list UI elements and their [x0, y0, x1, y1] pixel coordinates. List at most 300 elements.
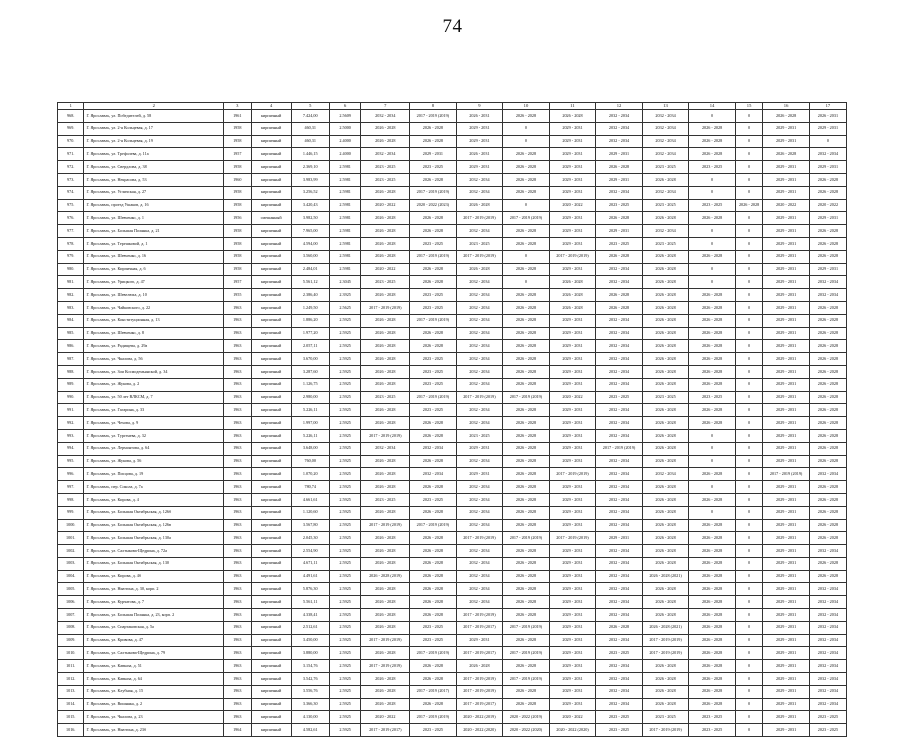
table-cell: 2029 - 2031: [549, 122, 596, 135]
table-cell: 2.5981: [329, 263, 361, 276]
table-cell: 0: [735, 263, 762, 276]
table-cell: 2026 - 2028: [689, 404, 736, 417]
table-cell: 2023 - 2025: [596, 647, 643, 660]
table-cell: 3.982,50: [291, 212, 329, 225]
table-cell: 2032 - 2034: [809, 596, 846, 609]
table-cell: 2020 - 2022 (2020): [456, 724, 503, 737]
table-cell: 2.5925: [329, 314, 361, 327]
table-cell: 2026 - 2028: [410, 673, 457, 686]
table-row: [58, 263, 847, 276]
table-cell: кирпичный: [251, 685, 291, 698]
table-cell: 1958: [224, 122, 251, 135]
table-cell: 2029 - 2031: [763, 570, 810, 583]
table-cell: 0: [735, 698, 762, 711]
table-cell: 969.: [58, 122, 84, 135]
table-cell: 2026 - 2028: [410, 609, 457, 622]
table-cell: 986.: [58, 340, 84, 353]
table-cell: 2026 - 2028: [361, 596, 410, 609]
table-cell: 2026 - 2028: [596, 250, 643, 263]
table-cell: 2026 - 2028: [410, 532, 457, 545]
table-cell: 2.5925: [329, 698, 361, 711]
table-cell: 2026 - 2028: [642, 660, 689, 673]
table-cell: Г. Ярославль, ул. Терешковой, д. 1: [84, 237, 224, 250]
table-cell: 1963: [224, 365, 251, 378]
table-cell: 2026 - 2028: [809, 391, 846, 404]
table-cell: кирпичный: [251, 378, 291, 391]
table-cell: 0: [735, 481, 762, 494]
table-cell: кирпичный: [251, 327, 291, 340]
table-cell: 992.: [58, 417, 84, 430]
table-cell: 2029 - 2031: [763, 660, 810, 673]
table-cell: 2023 - 2025: [410, 621, 457, 634]
table-cell: 2017 - 2019 (2019): [549, 532, 596, 545]
column-header: 11: [549, 103, 596, 110]
table-cell: 2026 - 2028: [642, 289, 689, 302]
table-cell: 2017 - 2019 (2019): [456, 673, 503, 686]
table-cell: 2.3925: [329, 289, 361, 302]
table-cell: 2026 - 2028: [361, 609, 410, 622]
table-cell: 0: [503, 199, 550, 212]
table-cell: 1.126,75: [291, 378, 329, 391]
table-cell: 2026 - 2028: [689, 301, 736, 314]
table-cell: 1015.: [58, 711, 84, 724]
table-cell: 2.5925: [329, 340, 361, 353]
table-cell: 2029 - 2031: [549, 327, 596, 340]
table-cell: 2026 - 2028: [361, 327, 410, 340]
table-cell: 2026 - 2028: [689, 122, 736, 135]
table-cell: 2026 - 2028: [689, 685, 736, 698]
header-row: [58, 103, 847, 110]
table-cell: 2017 - 2019 (2019): [361, 301, 410, 314]
table-cell: Г. Ярославль, ул. Урицкого, д. 47: [84, 276, 224, 289]
table-cell: 2023 - 2025: [361, 493, 410, 506]
table-cell: 2026 - 2028: [689, 647, 736, 660]
table-cell: 2026 - 2028: [642, 442, 689, 455]
table-cell: 1004.: [58, 570, 84, 583]
table-cell: 0: [689, 442, 736, 455]
table-cell: Г. Ярославль, ул. Жукова, д. 56: [84, 455, 224, 468]
table-cell: 2026 - 2028: [689, 314, 736, 327]
table-cell: 2029 - 2031: [549, 455, 596, 468]
table-cell: 3.542,76: [291, 673, 329, 686]
table-cell: 2026 - 2028: [642, 327, 689, 340]
table-header: [58, 103, 847, 110]
table-cell: 1963: [224, 570, 251, 583]
table-cell: 1957: [224, 276, 251, 289]
table-cell: кирпичный: [251, 557, 291, 570]
table-cell: 0: [503, 250, 550, 263]
table-cell: 2026 - 2028: [809, 557, 846, 570]
table-cell: 2029 - 2031: [549, 429, 596, 442]
table-cell: Г. Ярославль, проезд Ушаков, д. 16: [84, 199, 224, 212]
table-row: [58, 724, 847, 737]
table-cell: 2026 - 2028: [410, 583, 457, 596]
table-cell: 0: [735, 404, 762, 417]
table-cell: 2032 - 2034: [456, 481, 503, 494]
table-row: [58, 442, 847, 455]
table-cell: 2017 - 2019 (2019): [456, 391, 503, 404]
table-cell: 0: [735, 493, 762, 506]
table-cell: 2026 - 2028: [642, 263, 689, 276]
table-cell: 2026 - 2028: [361, 135, 410, 148]
table-cell: 2029 - 2031: [763, 455, 810, 468]
table-row: [58, 609, 847, 622]
table-cell: 2026 - 2028: [410, 506, 457, 519]
table-cell: кирпичный: [251, 506, 291, 519]
column-header: 1: [58, 103, 84, 110]
table-cell: Г. Ярославль, ул. Шевченко, д. 16: [84, 250, 224, 263]
table-cell: 2032 - 2034: [361, 110, 410, 123]
table-row: [58, 660, 847, 673]
table-cell: 2026 - 2028: [410, 135, 457, 148]
table-cell: 996.: [58, 468, 84, 481]
table-row: [58, 250, 847, 263]
table-row: [58, 455, 847, 468]
table-cell: 2032 - 2034: [456, 583, 503, 596]
table-cell: 2029 - 2031: [549, 263, 596, 276]
table-cell: 2032 - 2034: [456, 301, 503, 314]
table-cell: Г. Ярославль, ул. Тургенева, д. 32: [84, 429, 224, 442]
table-cell: 2026 - 2028: [410, 455, 457, 468]
table-cell: 2.5981: [329, 212, 361, 225]
table-row: [58, 353, 847, 366]
table-cell: 2026 - 2028: [642, 673, 689, 686]
table-cell: 5.561,12: [291, 276, 329, 289]
table-cell: 2.5925: [329, 570, 361, 583]
table-cell: 2026 - 2028: [456, 263, 503, 276]
table-cell: 2026 - 2028: [809, 429, 846, 442]
table-cell: 2029 - 2031: [549, 583, 596, 596]
table-cell: 2026 - 2028: [503, 353, 550, 366]
table-cell: 0: [735, 186, 762, 199]
table-cell: 2032 - 2034: [596, 122, 643, 135]
table-cell: 2032 - 2034: [456, 596, 503, 609]
table-cell: 2023 - 2025: [689, 711, 736, 724]
table-cell: 1963: [224, 634, 251, 647]
table-cell: 2026 - 2028: [642, 276, 689, 289]
table-cell: 2.5925: [329, 532, 361, 545]
table-cell: Г. Ярославль, ул. Кирова, д. 4: [84, 493, 224, 506]
table-cell: 2.512,61: [291, 621, 329, 634]
table-cell: кирпичный: [251, 199, 291, 212]
table-cell: 1007.: [58, 609, 84, 622]
table-cell: 2029 - 2031: [763, 685, 810, 698]
table-cell: 2029 - 2031: [763, 557, 810, 570]
table-cell: 2029 - 2031: [456, 161, 503, 174]
table-cell: Г. Ярославль, ул. Ньютона, д. 23б: [84, 724, 224, 737]
table-cell: 2029 - 2031: [549, 557, 596, 570]
table-cell: 989.: [58, 378, 84, 391]
table-cell: 2017 - 2019 (2019): [361, 519, 410, 532]
table-cell: 2032 - 2034: [809, 545, 846, 558]
table-cell: 3.670,00: [291, 353, 329, 366]
table-cell: 4.582,61: [291, 724, 329, 737]
table-cell: 2032 - 2034: [456, 570, 503, 583]
table-cell: Г. Ярославль, ул. Радищева, д. 29а: [84, 340, 224, 353]
table-cell: 2029 - 2031: [549, 225, 596, 238]
table-cell: 2026 - 2028: [809, 173, 846, 186]
table-cell: 0: [735, 289, 762, 302]
table-cell: 2026 - 2028 (2021): [642, 570, 689, 583]
table-row: [58, 289, 847, 302]
table-cell: 2032 - 2034: [596, 596, 643, 609]
table-cell: 1963: [224, 698, 251, 711]
table-row: [58, 225, 847, 238]
column-header: 12: [596, 103, 643, 110]
table-cell: 0: [735, 417, 762, 430]
table-cell: 0: [735, 583, 762, 596]
table-cell: 2026 - 2028: [642, 250, 689, 263]
table-cell: 2023 - 2025: [410, 237, 457, 250]
table-cell: 2026 - 2028: [503, 493, 550, 506]
table-cell: 2032 - 2034: [596, 557, 643, 570]
table-cell: 1013.: [58, 685, 84, 698]
table-row: [58, 711, 847, 724]
table-cell: Г. Ярославль, ул. Кирпичная, д. 6: [84, 263, 224, 276]
table-cell: 2020 - 2022: [763, 199, 810, 212]
table-cell: 2017 - 2019 (2019): [503, 647, 550, 660]
table-cell: 2032 - 2034: [809, 583, 846, 596]
table-cell: 2026 - 2028: [410, 276, 457, 289]
table-cell: 2029 - 2031: [763, 711, 810, 724]
table-cell: 2026 - 2028: [642, 455, 689, 468]
table-cell: 2026 - 2028: [361, 545, 410, 558]
table-cell: 2026 - 2028: [361, 532, 410, 545]
table-cell: 975.: [58, 199, 84, 212]
table-cell: 2026 - 2028: [361, 250, 410, 263]
table-cell: 2023 - 2025: [456, 429, 503, 442]
table-cell: 2029 - 2031: [763, 301, 810, 314]
table-cell: кирпичный: [251, 404, 291, 417]
table-cell: Г. Ярославль, ул. Гагарина, д. 33: [84, 404, 224, 417]
table-cell: 2026 - 2028: [361, 378, 410, 391]
column-header: 13: [642, 103, 689, 110]
table-cell: 2.4000: [329, 135, 361, 148]
table-cell: 2032 - 2034: [642, 122, 689, 135]
table-cell: 2017 - 2019 (2019): [456, 250, 503, 263]
table-cell: 2.057,11: [291, 340, 329, 353]
table-cell: 2029 - 2031: [763, 365, 810, 378]
table-cell: 0: [735, 519, 762, 532]
table-cell: 2032 - 2034: [642, 135, 689, 148]
table-cell: 2.5981: [329, 237, 361, 250]
table-cell: 2029 - 2031: [549, 404, 596, 417]
table-cell: 2029 - 2031: [763, 173, 810, 186]
table-cell: 2026 - 2028: [642, 404, 689, 417]
table-cell: 2026 - 2028: [642, 481, 689, 494]
table-cell: 976.: [58, 212, 84, 225]
table-cell: 2026 - 2028: [361, 468, 410, 481]
table-row: [58, 634, 847, 647]
table-cell: 2026 - 2028: [456, 199, 503, 212]
table-cell: 2026 - 2028: [642, 212, 689, 225]
table-cell: 2026 - 2028: [642, 506, 689, 519]
table-cell: 2032 - 2034: [596, 519, 643, 532]
table-cell: 2017 - 2019 (2019): [503, 212, 550, 225]
table-cell: 2032 - 2034: [456, 225, 503, 238]
table-cell: 0: [735, 301, 762, 314]
table-cell: 2.5925: [329, 391, 361, 404]
table-cell: кирпичный: [251, 340, 291, 353]
table-cell: 2023 - 2025: [689, 391, 736, 404]
table-cell: Г. Ярославль, ул. Большая Октябрьская, д. 126б: [84, 506, 224, 519]
table-cell: кирпичный: [251, 609, 291, 622]
table-row: [58, 237, 847, 250]
table-cell: 4.661,61: [291, 493, 329, 506]
column-header: 7: [361, 103, 410, 110]
table-cell: 2032 - 2034: [410, 468, 457, 481]
table-cell: 2029 - 2031: [549, 365, 596, 378]
table-cell: 2.5925: [329, 596, 361, 609]
table-cell: Г. Ярославль, ул. Вишняка, д. 2: [84, 698, 224, 711]
table-cell: 2032 - 2034: [596, 353, 643, 366]
table-cell: 2032 - 2034: [456, 289, 503, 302]
table-cell: 1012.: [58, 673, 84, 686]
table-cell: 2.5925: [329, 660, 361, 673]
table-cell: 2017 - 2019 (2019): [642, 647, 689, 660]
table-cell: кирпичный: [251, 493, 291, 506]
table-cell: 0: [735, 340, 762, 353]
table-cell: 2026 - 2028: [549, 276, 596, 289]
table-cell: 2029 - 2031: [549, 173, 596, 186]
table-cell: 2026 - 2028: [503, 225, 550, 238]
table-cell: 2020 - 2022 (2020): [503, 724, 550, 737]
table-cell: 2026 - 2028: [361, 186, 410, 199]
table-cell: 2026 - 2028: [410, 212, 457, 225]
table-cell: 2032 - 2034: [456, 340, 503, 353]
table-cell: 2032 - 2034: [809, 468, 846, 481]
table-cell: 0: [735, 212, 762, 225]
table-cell: Г. Ярославль, ул. Зои Космодемьянской, д. 34: [84, 365, 224, 378]
table-cell: 2026 - 2028: [689, 532, 736, 545]
table-cell: 2023 - 2025: [410, 365, 457, 378]
table-cell: 2029 - 2031: [763, 442, 810, 455]
table-cell: 2029 - 2031: [763, 276, 810, 289]
table-cell: 1.977,20: [291, 327, 329, 340]
column-header: 10: [503, 103, 550, 110]
table-cell: 1010.: [58, 647, 84, 660]
table-cell: 2017 - 2019 (2019): [361, 429, 410, 442]
table-cell: 2032 - 2034: [809, 698, 846, 711]
table-row: [58, 685, 847, 698]
table-cell: кирпичный: [251, 634, 291, 647]
table-cell: 2.5925: [329, 647, 361, 660]
table-cell: 0: [735, 429, 762, 442]
table-cell: 2029 - 2031: [763, 340, 810, 353]
table-cell: 1963: [224, 609, 251, 622]
table-cell: 2026 - 2028 (2019): [361, 570, 410, 583]
table-cell: 5.561,11: [291, 596, 329, 609]
table-cell: 1963: [224, 391, 251, 404]
table-cell: 1008.: [58, 621, 84, 634]
table-cell: 2026 - 2028: [503, 110, 550, 123]
table-cell: 2032 - 2034: [596, 135, 643, 148]
table-cell: 2026 - 2028: [410, 122, 457, 135]
table-cell: кирпичный: [251, 673, 291, 686]
table-cell: 2026 - 2028: [689, 135, 736, 148]
table-row: [58, 596, 847, 609]
table-cell: кирпичный: [251, 276, 291, 289]
table-cell: 2029 - 2031: [763, 225, 810, 238]
table-cell: кирпичный: [251, 161, 291, 174]
table-cell: 1963: [224, 685, 251, 698]
table-cell: 2017 - 2019 (2019): [549, 250, 596, 263]
table-cell: 2032 - 2034: [456, 519, 503, 532]
table-cell: 2026 - 2028: [410, 481, 457, 494]
column-header: 14: [689, 103, 736, 110]
table-cell: Г. Ярославль, ул. Шевченко, д. 1: [84, 212, 224, 225]
table-cell: 3.648,00: [291, 442, 329, 455]
table-cell: 981.: [58, 276, 84, 289]
table-cell: 2029 - 2031: [763, 481, 810, 494]
table-cell: 2026 - 2028: [503, 186, 550, 199]
table-cell: кирпичный: [251, 122, 291, 135]
table-cell: 2032 - 2034: [456, 276, 503, 289]
table-cell: 1963: [224, 621, 251, 634]
table-cell: 2026 - 2028: [503, 340, 550, 353]
table-cell: 2023 - 2025: [361, 173, 410, 186]
table-cell: 2026 - 2028: [503, 429, 550, 442]
table-cell: 970.: [58, 135, 84, 148]
table-cell: 1960: [224, 173, 251, 186]
table-cell: 2026 - 2028: [503, 685, 550, 698]
table-cell: 2020 - 2022 (2023): [410, 199, 457, 212]
table-cell: 2032 - 2034: [596, 186, 643, 199]
table-cell: 2026 - 2028: [689, 353, 736, 366]
table-cell: 2029 - 2031: [763, 250, 810, 263]
table-row: [58, 391, 847, 404]
table-cell: 968.: [58, 110, 84, 123]
table-row: [58, 314, 847, 327]
table-cell: 994.: [58, 442, 84, 455]
table-cell: 2020 - 2022 (2019): [503, 711, 550, 724]
table-cell: Г. Ярославль, ул. Чехова, д. 9: [84, 417, 224, 430]
table-row: [58, 532, 847, 545]
table-cell: 2029 - 2031: [763, 122, 810, 135]
table-cell: 2029 - 2031: [763, 429, 810, 442]
table-cell: 2017 - 2019 (2019): [410, 391, 457, 404]
table-cell: 2026 - 2028: [689, 468, 736, 481]
table-cell: 2032 - 2034: [642, 468, 689, 481]
table-cell: Г. Ярославль, ул. 50 лет ВЛКСМ, д. 7: [84, 391, 224, 404]
table-cell: 0: [735, 532, 762, 545]
table-cell: кирпичный: [251, 647, 291, 660]
table-cell: 2017 - 2019 (2017): [410, 685, 457, 698]
table-cell: 2032 - 2034: [596, 493, 643, 506]
table-cell: 2026 - 2028: [410, 545, 457, 558]
table-cell: 5.876,30: [291, 583, 329, 596]
table-cell: кирпичный: [251, 301, 291, 314]
table-cell: 2032 - 2034: [809, 148, 846, 161]
table-cell: 2020 - 2022: [549, 711, 596, 724]
table-cell: Г. Ярославль, ул. Угличская, д. 27: [84, 186, 224, 199]
table-cell: 2.5925: [329, 685, 361, 698]
table-cell: 1002.: [58, 545, 84, 558]
table-cell: 2.5925: [329, 455, 361, 468]
table-cell: 2026 - 2028: [503, 314, 550, 327]
table-cell: кирпичный: [251, 621, 291, 634]
table-cell: 2029 - 2031: [763, 506, 810, 519]
table-cell: 2032 - 2034: [596, 609, 643, 622]
table-cell: 2029 - 2031: [763, 353, 810, 366]
table-cell: 2029 - 2031: [549, 673, 596, 686]
table-cell: 2.369,10: [291, 161, 329, 174]
table-cell: 2017 - 2019 (2019): [410, 314, 457, 327]
table-cell: 2026 - 2028: [689, 634, 736, 647]
table-cell: 2017 - 2019 (2019): [763, 468, 810, 481]
table-cell: 2029 - 2031: [809, 263, 846, 276]
table-cell: 1958: [224, 199, 251, 212]
